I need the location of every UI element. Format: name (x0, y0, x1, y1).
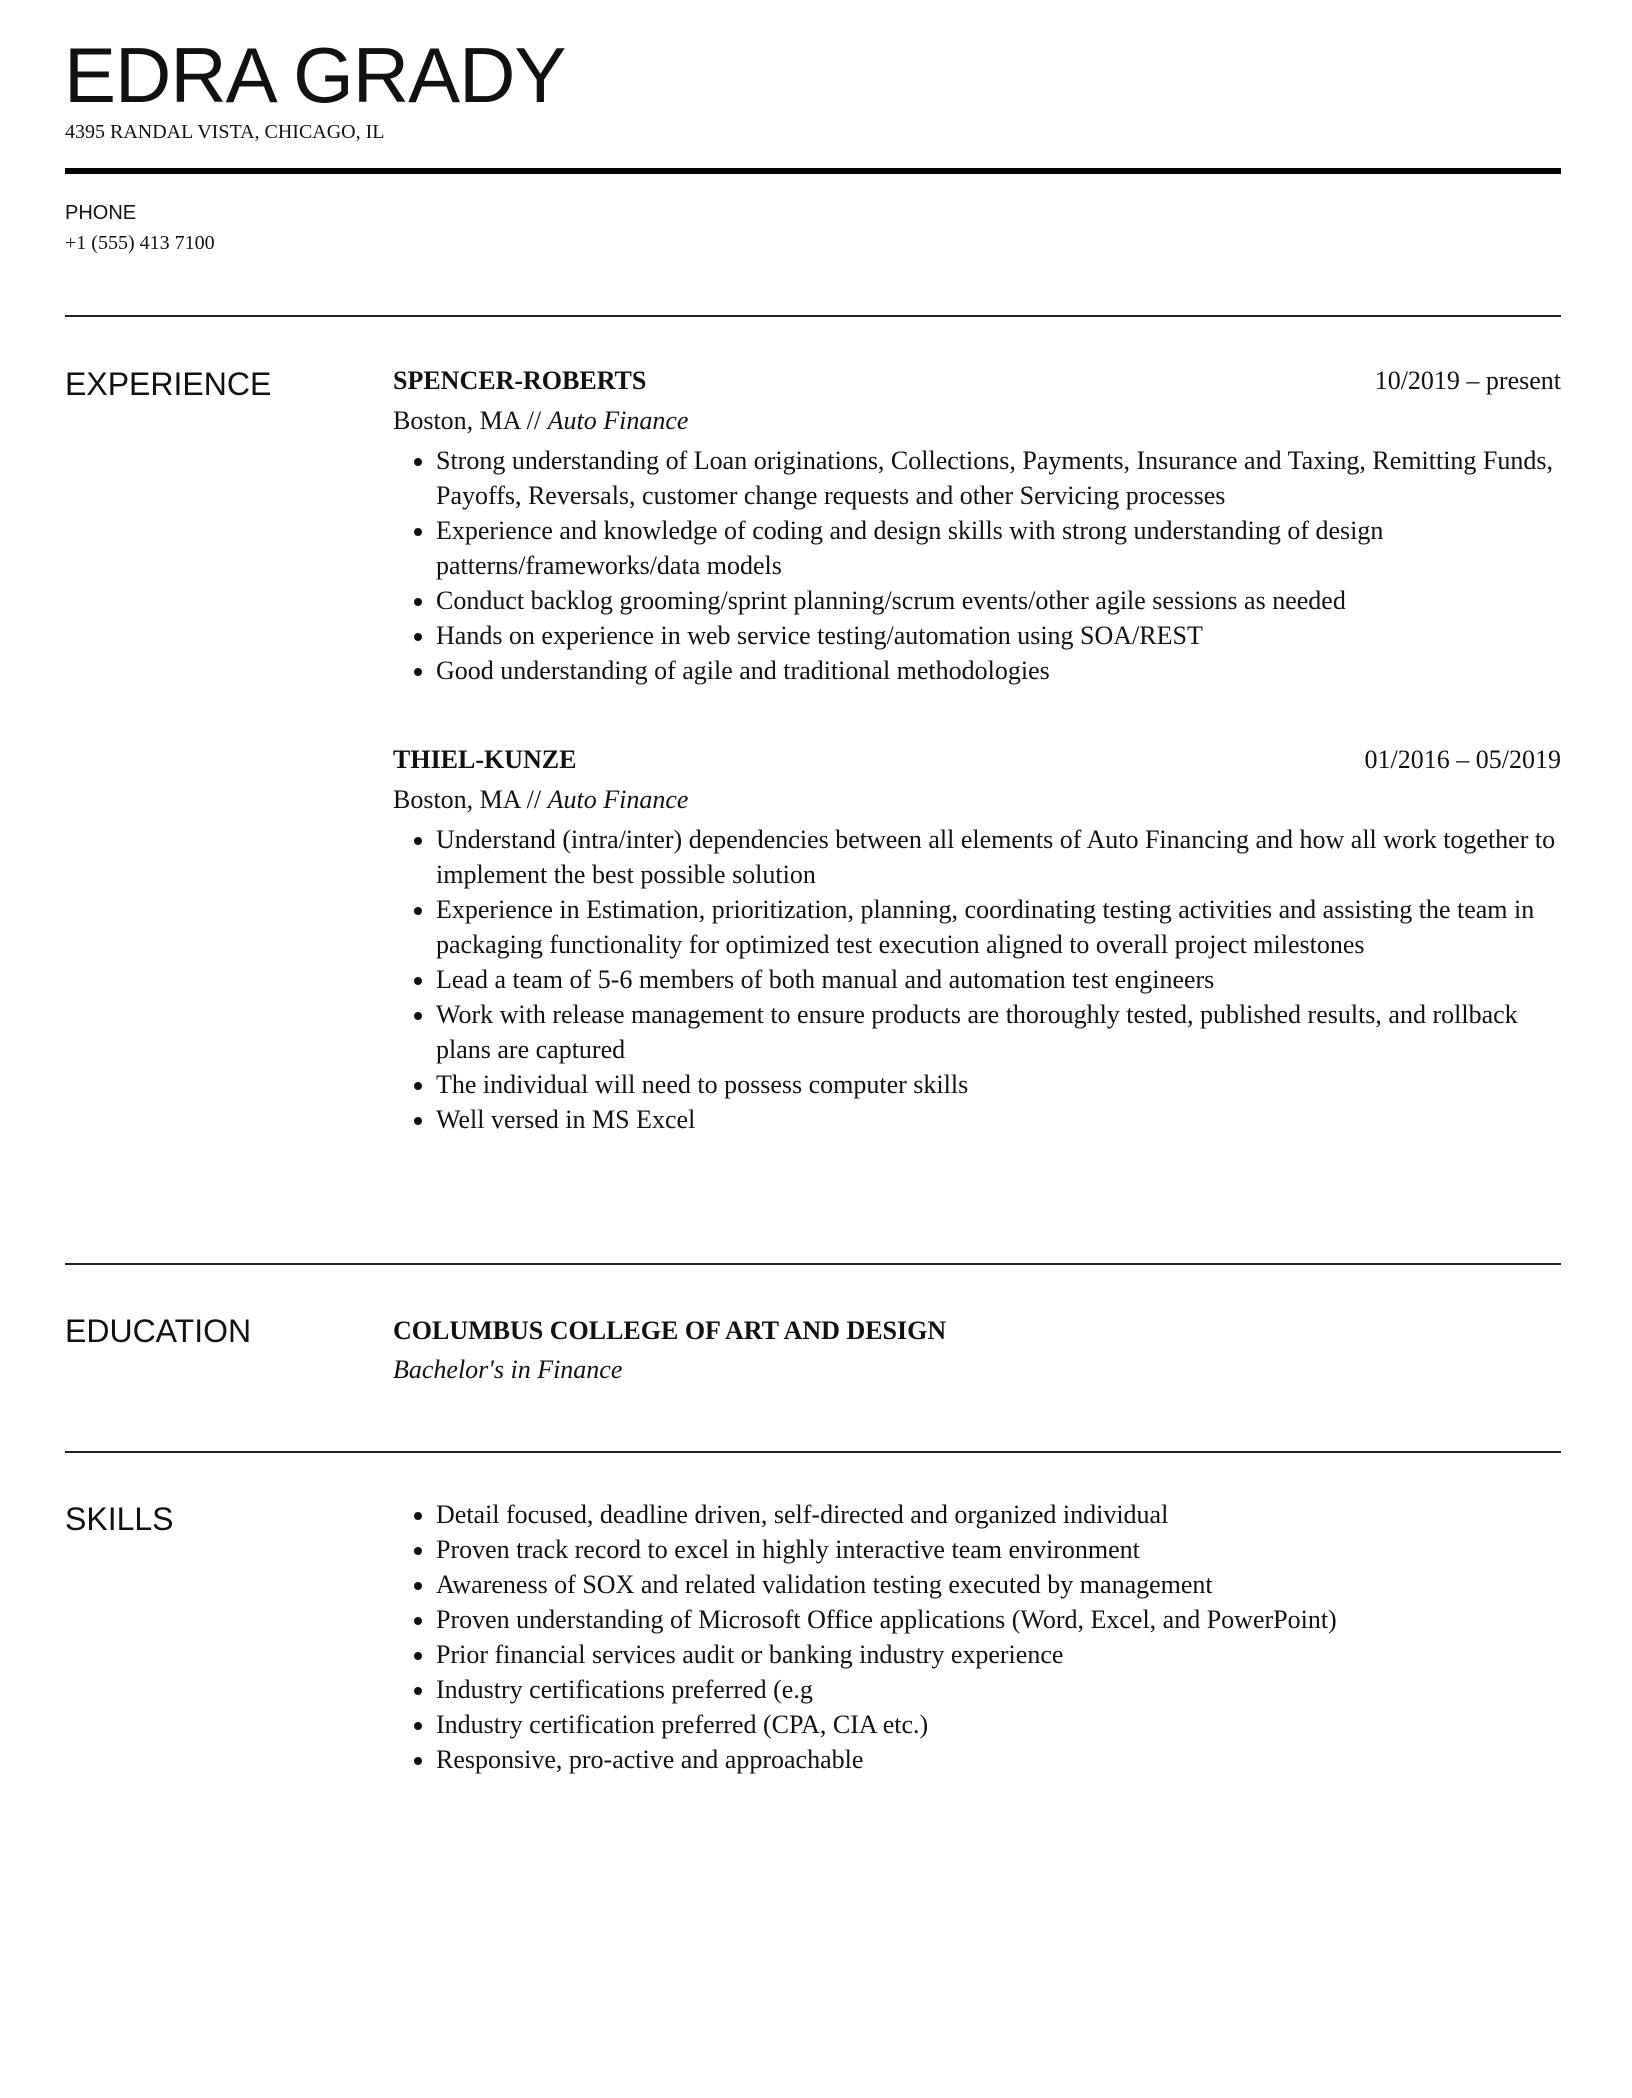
job-dates: 01/2016 – 05/2019 (1364, 745, 1561, 774)
job-bullet: • The individual will need to possess computer skills (436, 1067, 1561, 1102)
job-bullet: • Hands on experience in web service testing/automation using SOA/REST (436, 618, 1561, 653)
address: 4395 RANDAL VISTA, CHICAGO, IL (65, 121, 385, 143)
job-entry (393, 742, 1561, 1137)
skill-item: • Responsive, pro-active and approachable (436, 1742, 1561, 1777)
degree: Bachelor's in Finance (393, 1355, 623, 1384)
job-location: Boston, MA (393, 406, 521, 435)
job-location-line (393, 782, 1561, 817)
job-bullet: • Well versed in MS Excel (436, 1102, 1561, 1137)
candidate-name: EDRA GRADY (64, 31, 566, 119)
job-bullet: • Understand (intra/inter) dependencies between all elements of Auto Financing and how all work together to implement the best possible solution (436, 822, 1561, 892)
job-bullet: • Strong understanding of Loan originations, Collections, Payments, Insurance and Taxing, Remitting Funds, Payoffs, Reversals, customer change requests and other Servicing processes (436, 443, 1561, 513)
skill-item: • Proven track record to excel in highly interactive team environment (436, 1532, 1561, 1567)
job-bullet: • Lead a team of 5-6 members of both manual and automation test engineers (436, 962, 1561, 997)
phone-label: PHONE (65, 202, 137, 224)
company-name: SPENCER-ROBERTS (393, 366, 647, 395)
skill-item: • Awareness of SOX and related validation testing executed by management (436, 1567, 1561, 1602)
skills-list (393, 1497, 1561, 1777)
job-bullet: • Conduct backlog grooming/sprint planning/scrum events/other agile sessions as needed (436, 583, 1561, 618)
job-bullet: • Experience and knowledge of coding and design skills with strong understanding of design patterns/frameworks/data models (436, 513, 1561, 583)
skill-item: • Detail focused, deadline driven, self-directed and organized individual (436, 1497, 1561, 1532)
job-location: Boston, MA (393, 785, 521, 814)
company-name: THIEL-KUNZE (393, 745, 577, 774)
experience-heading: EXPERIENCE (65, 366, 272, 402)
job-industry: Auto Finance (547, 406, 689, 435)
school-name: COLUMBUS COLLEGE OF ART AND DESIGN (393, 1316, 947, 1345)
job-bullet: • Work with release management to ensure products are thoroughly tested, published results, and rollback plans are captured (436, 997, 1561, 1067)
job-bullets (393, 443, 1561, 688)
skill-item: • Prior financial services audit or banking industry experience (436, 1637, 1561, 1672)
skills-section (393, 1497, 1561, 1777)
separator: // (520, 406, 548, 435)
phone-number: +1 (555) 413 7100 (65, 232, 215, 254)
skill-item: • Industry certifications preferred (e.g (436, 1672, 1561, 1707)
job-bullet: • Good understanding of agile and traditional methodologies (436, 653, 1561, 688)
job-industry: Auto Finance (547, 785, 689, 814)
skill-item: • Industry certification preferred (CPA, CIA etc.) (436, 1707, 1561, 1742)
separator: // (520, 785, 548, 814)
header-divider (65, 168, 1561, 174)
education-section (393, 1313, 1561, 1387)
section-divider (65, 1263, 1561, 1265)
job-entry (393, 363, 1561, 688)
job-bullets (393, 822, 1561, 1137)
education-heading: EDUCATION (65, 1313, 252, 1349)
experience-section (393, 363, 1561, 1137)
job-location-line (393, 403, 1561, 438)
skills-heading: SKILLS (65, 1501, 174, 1537)
skill-item: • Proven understanding of Microsoft Office applications (Word, Excel, and PowerPoint) (436, 1602, 1561, 1637)
section-divider (65, 1451, 1561, 1453)
job-bullet: • Experience in Estimation, prioritization, planning, coordinating testing activities and assisting the team in packaging functionality for optimized test execution aligned to overall project milestones (436, 892, 1561, 962)
section-divider (65, 315, 1561, 317)
job-dates: 10/2019 – present (1374, 366, 1561, 395)
